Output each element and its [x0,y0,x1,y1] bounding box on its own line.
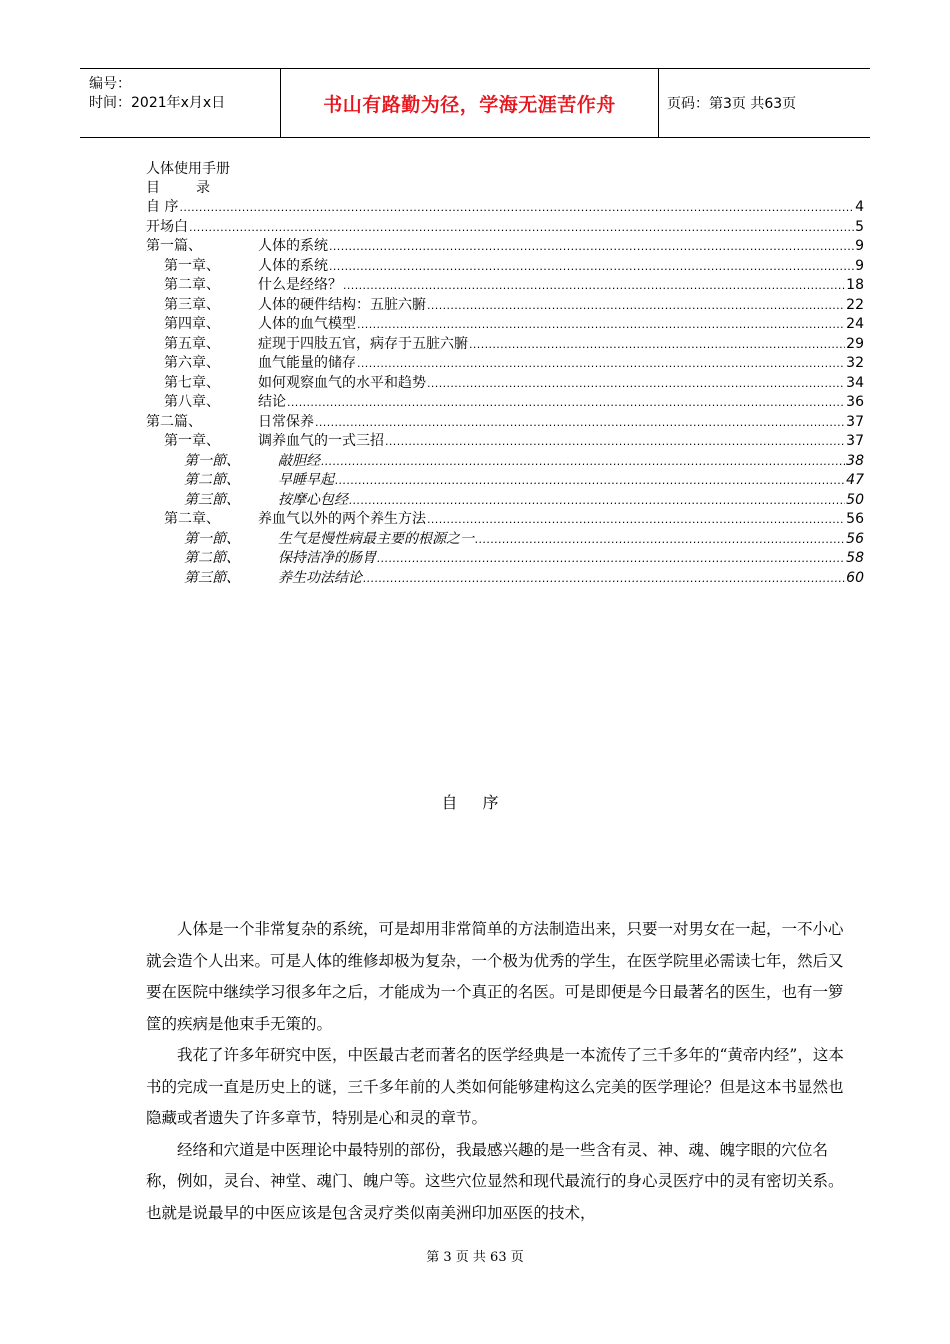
toc-entry-page: 34 [846,374,864,391]
toc-entry[interactable] [146,335,864,355]
toc-entry-page: 9 [855,238,864,254]
toc-entry[interactable] [146,452,864,472]
toc-entry-number: 第二節、 [184,550,240,566]
header-motto: 书山有路勤为径，学海无涯苦作舟 [281,69,659,137]
toc-entry-title: 保持洁净的肠胃 [278,550,376,566]
book-title: 人体使用手册 [146,161,230,177]
number-label: 编号： [89,76,131,92]
toc-entry-page: 60 [846,569,864,586]
toc-entry-number: 开场白 [146,218,188,235]
header-meta-cell [80,69,281,137]
toc-entry-title: 早睡早起 [278,472,334,488]
toc-leader-dots [287,393,845,413]
toc-entry[interactable] [146,276,864,296]
toc-leader-dots [427,296,845,316]
toc-entry-page: 38 [846,452,864,469]
toc-entry[interactable] [146,296,864,316]
toc-leader-dots [349,491,845,511]
toc-entry-title: 人体的硬件结构：五脏六腑 [258,296,426,313]
toc-entry[interactable] [146,315,864,335]
toc-entry-number: 第一篇、 [146,238,202,254]
toc-entry-title: 结论 [258,394,286,410]
toc-leader-dots [427,510,845,530]
toc-entry-number: 第一節、 [184,530,240,547]
toc-leader-dots [427,374,845,394]
toc-entry-page: 32 [846,355,864,371]
toc-entry[interactable] [146,393,864,413]
toc-heading-left: 目 [146,180,160,196]
toc-entry-title: 敲胆经 [278,452,320,469]
toc-entry-number: 第四章、 [164,316,220,332]
header-table [80,68,870,138]
toc-entry-title: 如何观察血气的水平和趋势 [258,374,426,391]
toc-entry-number: 第二篇、 [146,413,202,430]
paragraph: 经络和穴道是中医理论中最特别的部份，我最感兴趣的是一些含有灵、神、魂、魄字眼的穴位名称，例如，灵台、神堂、魂门、魄户等。这些穴位显然和现代最流行的身心灵医疗中的灵有密切关系。也就是说最早的中医应该是包含灵疗类似南美洲印加巫医的技术， [146,1140,844,1222]
toc-entry[interactable] [146,471,864,491]
toc-entry-page: 37 [846,433,864,449]
toc-entry-page: 24 [846,316,864,332]
toc-entry-number: 第六章、 [164,355,220,371]
table-of-contents [146,198,864,588]
toc-entry-page: 22 [846,296,864,313]
toc-entry-number: 第一章、 [164,257,220,274]
body-text [146,914,846,1229]
toc-entry[interactable] [146,510,864,530]
date-label: 时间：2021年x月x日 [89,95,226,111]
toc-leader-dots [357,315,845,335]
toc-leader-dots [363,569,845,589]
toc-leader-dots [321,452,845,472]
toc-entry[interactable] [146,257,864,277]
paragraph: 人体是一个非常复杂的系统，可是却用非常简单的方法制造出来，只要一对男女在一起，一不小心就会造个人出来。可是人体的维修却极为复杂，一个极为优秀的学生，在医学院里必需读七年，然后又要在医院中继续学习很多年之后，才能成为一个真正的名医。可是即便是今日最著名的医生，也有一箩筐的疾病是他束手无策的。 [146,920,844,1033]
toc-entry-title: 按摩心包经 [278,491,348,508]
toc-heading [146,177,210,197]
toc-leader-dots [329,237,854,257]
toc-entry-title: 养生功法结论 [278,569,362,586]
toc-entry-title: 血气能量的储存 [258,355,356,371]
toc-entry-title: 症现于四肢五官，病存于五脏六腑 [258,335,468,352]
toc-leader-dots [343,276,845,296]
toc-leader-dots [475,530,845,550]
toc-entry-title: 人体的血气模型 [258,316,356,332]
toc-leader-dots [329,257,854,277]
toc-entry-page: 58 [846,550,864,566]
toc-leader-dots [385,432,845,452]
header-page-label: 页码：第3页 共63页 [667,96,797,112]
toc-entry-title: 养血气以外的两个养生方法 [258,511,426,527]
toc-entry[interactable] [146,237,864,257]
toc-entry[interactable] [146,218,864,238]
page-footer: 第 3 页 共 63 页 [426,1250,524,1265]
toc-entry-title: 生气是慢性病最主要的根源之一 [278,530,474,547]
toc-entry[interactable] [146,569,864,589]
toc-leader-dots [357,354,845,374]
toc-leader-dots [469,335,845,355]
toc-entry-number: 自 序 [146,199,179,215]
toc-entry[interactable] [146,374,864,394]
toc-entry-title: 人体的系统 [258,257,328,274]
toc-entry[interactable] [146,549,864,569]
toc-leader-dots [179,198,854,218]
toc-entry[interactable] [146,354,864,374]
toc-entry-number: 第二章、 [164,511,220,527]
toc-heading-right: 录 [196,180,210,196]
toc-entry-number: 第三節、 [184,491,240,508]
toc-entry-page: 37 [846,413,864,430]
toc-entry-number: 第七章、 [164,374,220,391]
toc-entry-page: 5 [855,218,864,235]
toc-entry[interactable] [146,491,864,511]
toc-entry-page: 18 [846,277,864,293]
toc-entry[interactable] [146,198,864,218]
toc-entry-page: 50 [846,491,864,508]
toc-entry-title: 什么是经络？ [258,277,342,293]
toc-leader-dots [377,549,845,569]
toc-entry[interactable] [146,432,864,452]
paragraph: 我花了许多年研究中医，中医最古老而著名的医学经典是一本流传了三千多年的“黄帝内经”，这本书的完成一直是历史上的谜，三千多年前的人类如何能够建构这么完美的医学理论？但是这本书显然也隐藏或者遗失了许多章节，特别是心和灵的章节。 [146,1046,844,1127]
toc-entry-page: 9 [855,257,864,274]
toc-entry-page: 56 [846,530,864,547]
toc-entry-page: 47 [846,472,864,488]
toc-entry[interactable] [146,413,864,433]
toc-entry-number: 第一章、 [164,433,220,449]
toc-entry-page: 4 [855,199,864,215]
toc-leader-dots [335,471,845,491]
toc-entry-title: 日常保养 [258,413,314,430]
toc-leader-dots [315,413,845,433]
toc-entry-number: 第三章、 [164,296,220,313]
toc-entry-page: 29 [846,335,864,352]
toc-entry-number: 第八章、 [164,394,220,410]
toc-entry-title: 人体的系统 [258,238,328,254]
toc-entry-title: 调养血气的一式三招 [258,433,384,449]
toc-entry-page: 36 [846,394,864,410]
toc-leader-dots [189,218,854,238]
section-title: 自 序 [441,793,509,812]
toc-entry-number: 第五章、 [164,335,220,352]
toc-entry-number: 第三節、 [184,569,240,586]
toc-entry[interactable] [146,530,864,550]
toc-entry-number: 第二節、 [184,472,240,488]
toc-entry-page: 56 [846,511,864,527]
toc-entry-number: 第二章、 [164,277,220,293]
toc-entry-number: 第一節、 [184,452,240,469]
